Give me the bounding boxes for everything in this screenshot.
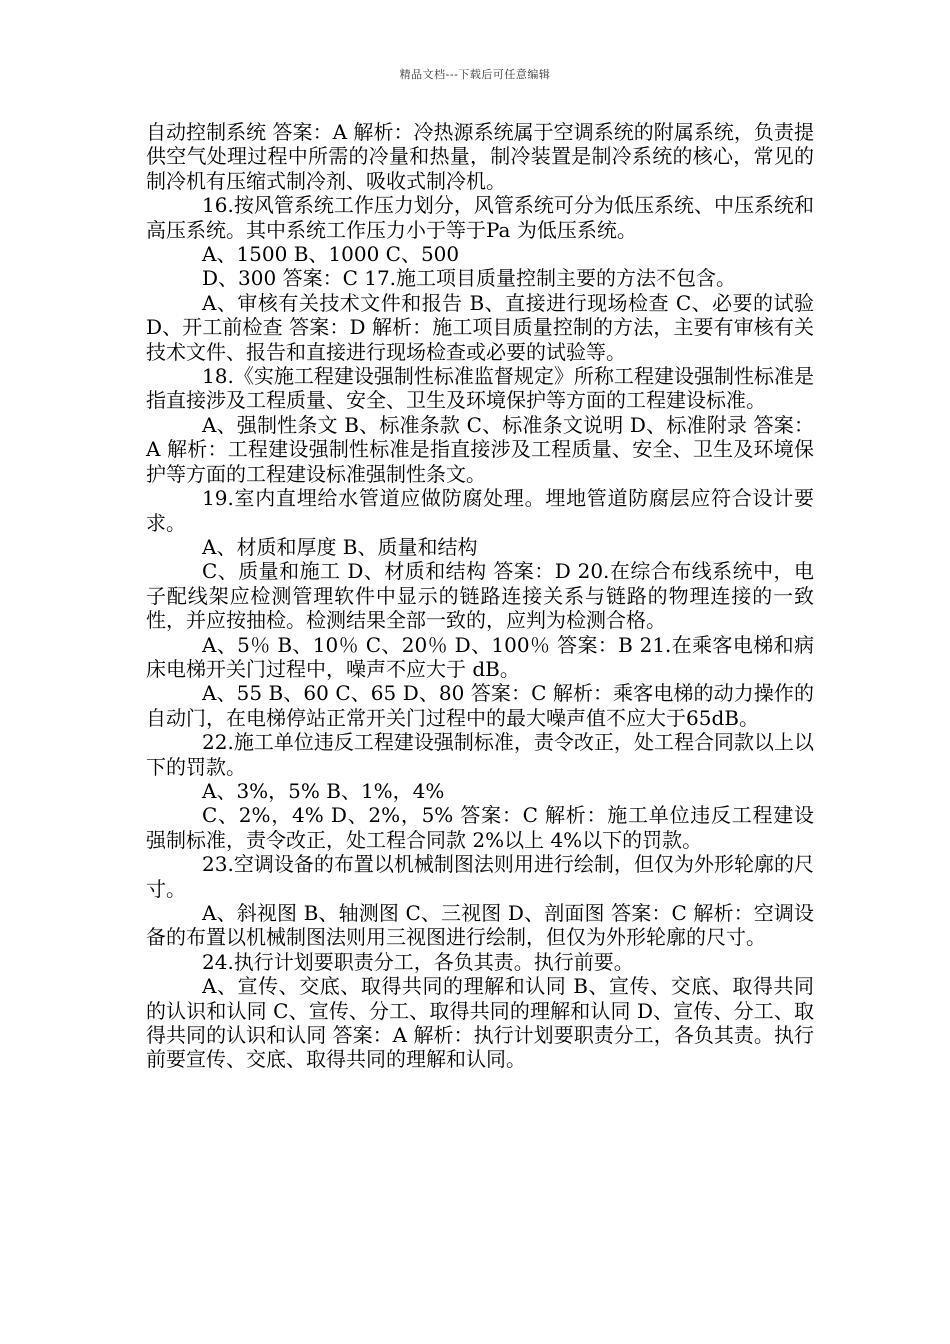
options: A、1500 B、1000 C、500 [202,242,460,267]
question-16: 16.按风管系统工作压力划分，风管系统可分为低压系统、中压系统和高压系统。其中系统工作压力小于等于Pa 为低压系统。 [146,193,814,242]
page-header: 精品文档---下载后可任意编辑 [399,68,551,81]
options: A、宣传、交底、取得共同的理解和认同 B、宣传、交底、取得共同的认识和认同 C、宣传、分工、取得共同的理解和认同 D、宣传、分工、取得共同的认识和认同 答案：A 解析：执行计划要职责分工，各负其责。执行前要宣传、交底、取得共同的理解和认同。 [146,974,814,1072]
options: A、强制性条文 B、标准条款 C、标准条文说明 D、标准附录 答案：A 解析：工程建设强制性标准是指直接涉及工程质量、安全、卫生及环境保护等方面的工程建设标准强制性条文。 [146,412,814,486]
options: C、2%，4% D、2%，5% 答案：C 解析：施工单位违反工程建设强制标准，责令改正，处工程合同款 2%以上 4%以下的罚款。 [146,803,814,852]
options: C、质量和施工 D、材质和结构 答案：D 20.在综合布线系统中，电子配线架应检测管理软件中显示的链路连接关系与链路的物理连接的一致性，并应按抽检。检测结果全部一致的，应判为检测合格。 [146,559,814,633]
options: A、3%，5% B、1%，4% [202,778,445,803]
options: A、55 B、60 C、65 D、80 答案：C 解析：乘客电梯的动力操作的自动门，在电梯停站正常开关门过程中的最大噪声值不应大于65dB。 [146,681,814,730]
options: A、材质和厚度 B、质量和结构 [202,534,478,559]
question-23: 23.空调设备的布置以机械制图法则用进行绘制，但仅为外形轮廓的尺寸。 [146,852,814,901]
question-24: 24.执行计划要职责分工，各负其责。执行前要。 [202,949,634,974]
options: A、5％ B、10％ C、20％ D、100％ 答案：B 21.在乘客电梯和病床电梯开关门过程中，噪声不应大于 dB。 [146,632,814,681]
question-22: 22.施工单位违反工程建设强制标准，责令改正，处工程合同款以上以下的罚款。 [146,730,814,779]
paragraph: 自动控制系统 答案：A 解析：冷热源系统属于空调系统的附属系统，负责提供空气处理过程中所需的冷量和热量，制冷装置是制冷系统的核心，常见的制冷机有压缩式制冷剂、吸收式制冷机。 [146,120,814,193]
question-19: 19.室内直埋给水管道应做防腐处理。埋地管道防腐层应符合设计要求。 [146,486,814,535]
options: A、审核有关技术文件和报告 B、直接进行现场检查 C、必要的试验 D、开工前检查 答案：D 解析：施工项目质量控制的方法，主要有审核有关技术文件、报告和直接进行现场检查或必要的试验等。 [146,290,814,364]
document-body [146,120,814,1072]
options: D、300 答案：C 17.施工项目质量控制主要的方法不包含。 [202,266,737,291]
options: A、斜视图 B、轴测图 C、三视图 D、剖面图 答案：C 解析：空调设备的布置以机械制图法则用三视图进行绘制，但仅为外形轮廓的尺寸。 [146,901,814,950]
question-18: 18.《实施工程建设强制性标准监督规定》所称工程建设强制性标准是指直接涉及工程质量、安全、卫生及环境保护等方面的工程建设标准。 [146,364,814,413]
